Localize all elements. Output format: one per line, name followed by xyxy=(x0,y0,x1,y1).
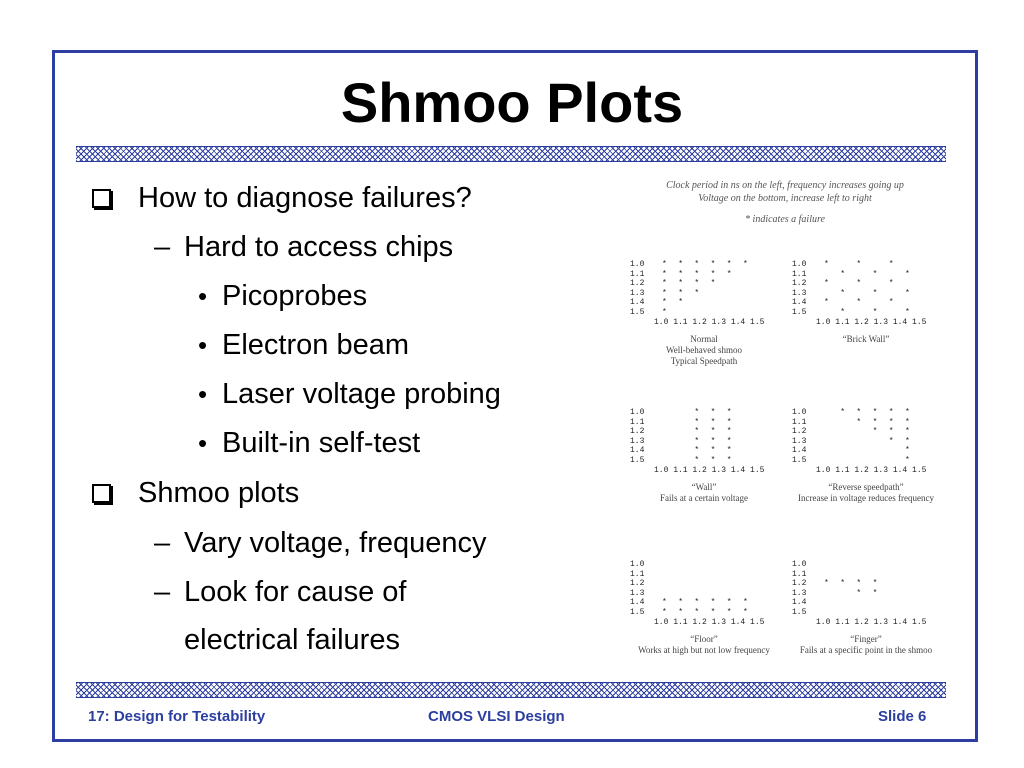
shmoo-y-label: 1.2 xyxy=(792,427,807,437)
failure-mark: * xyxy=(694,608,700,617)
failure-mark: * xyxy=(662,298,667,308)
failure-mark: * xyxy=(872,288,878,298)
failure-mark: * xyxy=(840,269,845,279)
dot-bullet-icon: • xyxy=(198,330,208,360)
failure-mark: * xyxy=(710,279,716,289)
shmoo-y-label: 1.0 xyxy=(792,560,807,569)
failure-mark: * xyxy=(726,408,732,417)
shmoo-y-label: 1.1 xyxy=(630,417,645,427)
shmoo-y-label: 1.3 xyxy=(630,288,645,298)
shmoo-plot xyxy=(630,560,780,700)
shmoo-y-label: 1.3 xyxy=(792,288,807,298)
failure-mark: * xyxy=(710,408,716,417)
failure-mark: * xyxy=(743,598,748,608)
failure-mark: * xyxy=(856,417,862,427)
failure-mark: * xyxy=(662,308,667,317)
shmoo-y-label: 1.0 xyxy=(792,260,807,269)
caption-line: “Reverse speedpath” xyxy=(828,482,904,492)
failure-mark: * xyxy=(710,598,716,608)
failure-mark: * xyxy=(824,579,829,589)
shmoo-y-label: 1.3 xyxy=(792,588,807,598)
failure-mark: * xyxy=(905,446,910,456)
shmoo-y-label: 1.4 xyxy=(630,446,645,456)
bullet-item: Built-in self-test xyxy=(222,427,421,459)
failure-mark: * xyxy=(694,598,700,608)
shmoo-y-label: 1.1 xyxy=(630,269,645,279)
failure-mark: * xyxy=(678,269,683,279)
shmoo-y-label: 1.3 xyxy=(630,436,645,446)
shmoo-y-label: 1.5 xyxy=(630,308,645,317)
failure-mark: * xyxy=(710,269,716,279)
failure-mark: * xyxy=(872,308,878,317)
slide-title: Shmoo Plots xyxy=(340,71,684,134)
shmoo-y-label: 1.4 xyxy=(630,298,645,308)
failure-mark: * xyxy=(856,408,862,417)
failure-mark: * xyxy=(840,579,845,589)
failure-mark: * xyxy=(905,456,910,465)
failure-mark: * xyxy=(694,456,700,465)
failure-mark: * xyxy=(662,260,667,269)
caption-line: “Finger” xyxy=(850,634,882,644)
failure-mark: * xyxy=(856,279,862,289)
failure-mark: * xyxy=(872,588,878,598)
failure-mark: * xyxy=(726,456,732,465)
failure-mark: * xyxy=(726,427,732,437)
failure-mark: * xyxy=(694,408,700,417)
shmoo-x-axis: 1.0 1.1 1.2 1.3 1.4 1.5 xyxy=(654,465,765,475)
dot-bullet-icon: • xyxy=(198,281,208,311)
failure-mark: * xyxy=(872,427,878,437)
footer-slide-number: Slide 6 xyxy=(878,708,927,725)
failure-mark: * xyxy=(888,417,894,427)
figure-header-line: Voltage on the bottom, increase left to right xyxy=(698,193,872,204)
failure-mark: * xyxy=(710,608,716,617)
shmoo-figure xyxy=(620,176,950,666)
failure-mark: * xyxy=(694,269,700,279)
shmoo-y-label: 1.2 xyxy=(630,279,645,289)
failure-mark: * xyxy=(678,608,683,617)
shmoo-y-label: 1.4 xyxy=(792,598,807,608)
shmoo-plot xyxy=(630,260,780,400)
failure-mark: * xyxy=(710,417,716,427)
failure-mark: * xyxy=(662,269,667,279)
failure-mark: * xyxy=(678,298,683,308)
shmoo-y-label: 1.1 xyxy=(630,569,645,579)
failure-mark: * xyxy=(872,579,878,589)
failure-mark: * xyxy=(743,260,748,269)
shmoo-y-label: 1.0 xyxy=(630,260,645,269)
bottom-hatch-divider xyxy=(76,682,946,698)
shmoo-y-label: 1.2 xyxy=(792,279,807,289)
shmoo-plot-caption xyxy=(624,334,784,367)
shmoo-plot xyxy=(630,408,780,548)
failure-mark: * xyxy=(726,446,732,456)
failure-mark: * xyxy=(694,288,700,298)
failure-mark: * xyxy=(662,279,667,289)
caption-line: Works at high but not low frequency xyxy=(638,645,770,655)
bullet-item: Hard to access chips xyxy=(184,231,454,263)
failure-mark: * xyxy=(726,436,732,446)
shmoo-y-label: 1.0 xyxy=(630,408,645,417)
shmoo-y-label: 1.5 xyxy=(792,308,807,317)
failure-mark: * xyxy=(710,427,716,437)
failure-mark: * xyxy=(678,598,683,608)
shmoo-y-label: 1.4 xyxy=(792,298,807,308)
shmoo-y-label: 1.1 xyxy=(792,569,807,579)
failure-mark: * xyxy=(840,408,845,417)
failure-mark: * xyxy=(726,417,732,427)
failure-mark: * xyxy=(710,446,716,456)
shmoo-y-label: 1.3 xyxy=(792,436,807,446)
shmoo-plot-caption xyxy=(786,334,946,345)
dot-bullet-icon: • xyxy=(198,379,208,409)
shmoo-y-label: 1.1 xyxy=(792,269,807,279)
failure-mark: * xyxy=(856,588,862,598)
bullet-item: How to diagnose failures? xyxy=(138,182,472,214)
failure-mark: * xyxy=(888,427,894,437)
failure-mark: * xyxy=(694,279,700,289)
failure-mark: * xyxy=(694,260,700,269)
shmoo-y-label: 1.1 xyxy=(792,417,807,427)
bullet-item: Laser voltage probing xyxy=(222,378,501,410)
failure-mark: * xyxy=(888,298,894,308)
failure-mark: * xyxy=(726,608,732,617)
figure-header-line: Clock period in ns on the left, frequency increases going up xyxy=(666,180,904,191)
failure-mark: * xyxy=(678,288,683,298)
shmoo-y-label: 1.3 xyxy=(630,588,645,598)
caption-line: Normal xyxy=(690,334,718,344)
checkbox-bullet-icon xyxy=(92,189,111,208)
shmoo-y-label: 1.0 xyxy=(792,408,807,417)
shmoo-y-label: 1.2 xyxy=(630,427,645,437)
caption-line: Increase in voltage reduces frequency xyxy=(798,493,934,503)
shmoo-x-axis: 1.0 1.1 1.2 1.3 1.4 1.5 xyxy=(654,617,765,627)
failure-mark: * xyxy=(872,417,878,427)
failure-mark: * xyxy=(662,288,667,298)
figure-legend-note: * indicates a failure xyxy=(745,214,825,225)
footer-course: CMOS VLSI Design xyxy=(428,708,565,725)
failure-mark: * xyxy=(856,260,862,269)
shmoo-x-axis: 1.0 1.1 1.2 1.3 1.4 1.5 xyxy=(816,465,927,475)
failure-mark: * xyxy=(694,446,700,456)
failure-mark: * xyxy=(824,298,829,308)
bullet-item: Look for cause of xyxy=(184,576,407,608)
failure-mark: * xyxy=(905,417,910,427)
dash-bullet-icon: – xyxy=(154,527,171,559)
failure-mark: * xyxy=(710,260,716,269)
caption-line: “Brick Wall” xyxy=(842,334,890,344)
failure-mark: * xyxy=(905,408,910,417)
failure-mark: * xyxy=(905,288,910,298)
failure-mark: * xyxy=(694,427,700,437)
shmoo-plot-caption xyxy=(624,482,784,504)
failure-mark: * xyxy=(888,260,894,269)
failure-mark: * xyxy=(856,298,862,308)
bullet-item: Vary voltage, frequency xyxy=(184,527,487,559)
failure-mark: * xyxy=(905,269,910,279)
failure-mark: * xyxy=(726,598,732,608)
shmoo-plot-caption xyxy=(786,482,946,504)
failure-mark: * xyxy=(888,279,894,289)
failure-mark: * xyxy=(726,260,732,269)
failure-mark: * xyxy=(710,456,716,465)
shmoo-y-label: 1.5 xyxy=(630,456,645,465)
failure-mark: * xyxy=(662,598,667,608)
caption-line: Fails at a specific point in the shmoo xyxy=(799,645,933,655)
dash-bullet-icon: – xyxy=(154,576,171,608)
shmoo-y-label: 1.4 xyxy=(630,598,645,608)
shmoo-plot xyxy=(792,408,942,548)
failure-mark: * xyxy=(856,579,862,589)
failure-mark: * xyxy=(743,608,748,617)
shmoo-plot xyxy=(792,260,942,400)
failure-mark: * xyxy=(694,436,700,446)
caption-line: Fails at a certain voltage xyxy=(660,493,748,503)
failure-mark: * xyxy=(840,288,845,298)
failure-mark: * xyxy=(888,408,894,417)
shmoo-y-label: 1.2 xyxy=(792,579,807,589)
shmoo-plot-caption xyxy=(624,634,784,656)
shmoo-y-label: 1.0 xyxy=(630,560,645,569)
shmoo-x-axis: 1.0 1.1 1.2 1.3 1.4 1.5 xyxy=(816,617,927,627)
shmoo-x-axis: 1.0 1.1 1.2 1.3 1.4 1.5 xyxy=(816,317,927,327)
bullet-item: Picoprobes xyxy=(222,280,368,312)
shmoo-y-label: 1.5 xyxy=(792,456,807,465)
shmoo-y-label: 1.5 xyxy=(630,608,645,617)
bullet-item: Shmoo plots xyxy=(138,477,300,509)
shmoo-y-label: 1.2 xyxy=(630,579,645,589)
caption-line: “Floor” xyxy=(690,634,718,644)
shmoo-plot-caption xyxy=(786,634,946,656)
failure-mark: * xyxy=(824,279,829,289)
failure-mark: * xyxy=(678,260,683,269)
failure-mark: * xyxy=(888,436,894,446)
failure-mark: * xyxy=(694,417,700,427)
caption-line: Typical Speedpath xyxy=(670,356,738,366)
failure-mark: * xyxy=(872,408,878,417)
caption-line: Well-behaved shmoo xyxy=(665,345,742,355)
checkbox-bullet-icon xyxy=(92,484,111,503)
caption-line: “Wall” xyxy=(691,482,717,492)
dot-bullet-icon: • xyxy=(198,428,208,458)
shmoo-y-label: 1.5 xyxy=(792,608,807,617)
failure-mark: * xyxy=(662,608,667,617)
bullet-item: Electron beam xyxy=(222,329,409,361)
failure-mark: * xyxy=(905,308,910,317)
dash-bullet-icon: – xyxy=(154,231,171,263)
bullet-item-continuation: electrical failures xyxy=(184,624,400,656)
failure-mark: * xyxy=(726,269,732,279)
failure-mark: * xyxy=(872,269,878,279)
failure-mark: * xyxy=(905,427,910,437)
failure-mark: * xyxy=(840,308,845,317)
shmoo-plot xyxy=(792,560,942,700)
footer-chapter: 17: Design for Testability xyxy=(88,708,266,725)
shmoo-x-axis: 1.0 1.1 1.2 1.3 1.4 1.5 xyxy=(654,317,765,327)
failure-mark: * xyxy=(678,279,683,289)
failure-mark: * xyxy=(905,436,910,446)
failure-mark: * xyxy=(710,436,716,446)
shmoo-y-label: 1.4 xyxy=(792,446,807,456)
failure-mark: * xyxy=(824,260,829,269)
